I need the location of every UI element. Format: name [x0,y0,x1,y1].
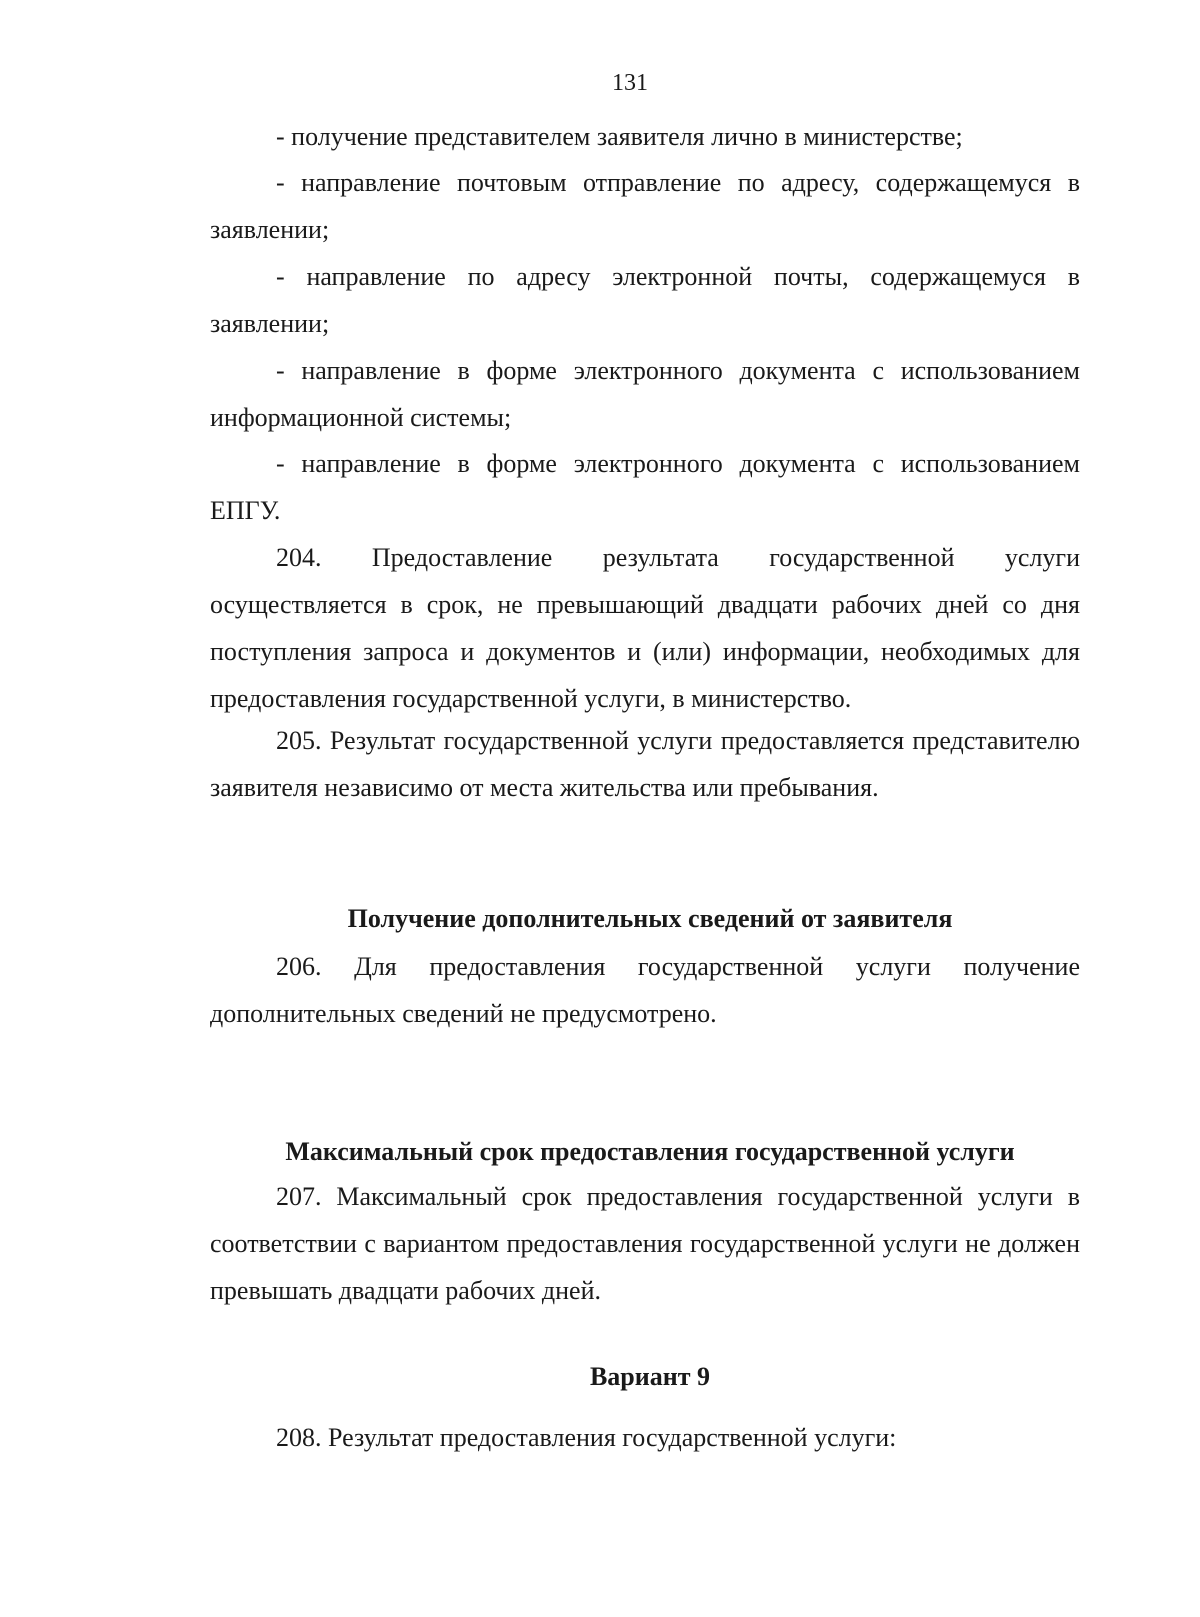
paragraph-epgu: - направление в форме электронного документа с использованием ЕПГУ. [210,449,1080,525]
paragraph-204: 204. Предоставление результата государственной услуги осуществляется в срок, не превышающий двадцати рабочих дней со дня поступления запроса и документов и (или) информации, необходимых для предоставления государственной услуги, в министерство. [210,543,1080,713]
page-number: 131 [612,70,648,96]
paragraph-208: 208. Результат предоставления государственной услуги: [276,1423,897,1452]
heading-variant-9: Вариант 9 [589,1362,711,1391]
paragraph-205: 205. Результат государственной услуги предоставляется представителю заявителя независимо от места жительства или пребывания. [210,726,1080,802]
paragraph-207: 207. Максимальный срок предоставления государственной услуги в соответствии с вариантом предоставления государственной услуги не должен превышать двадцати рабочих дней. [210,1182,1080,1305]
paragraph-information-system: - направление в форме электронного документа с использованием информационной системы; [210,356,1080,432]
paragraph-206: 206. Для предоставления государственной услуги получение дополнительных сведений не предусмотрено. [210,952,1080,1028]
paragraph-personal-receipt: - получение представителем заявителя лично в министерстве; [276,122,963,151]
heading-max-term: Максимальный срок предоставления государственной услуги [285,1137,1015,1166]
paragraph-postal-delivery: - направление почтовым отправление по адресу, содержащемуся в заявлении; [210,168,1080,244]
heading-additional-info: Получение дополнительных сведений от заявителя [347,904,953,933]
paragraph-email-delivery: - направление по адресу электронной почты, содержащемуся в заявлении; [210,262,1080,338]
